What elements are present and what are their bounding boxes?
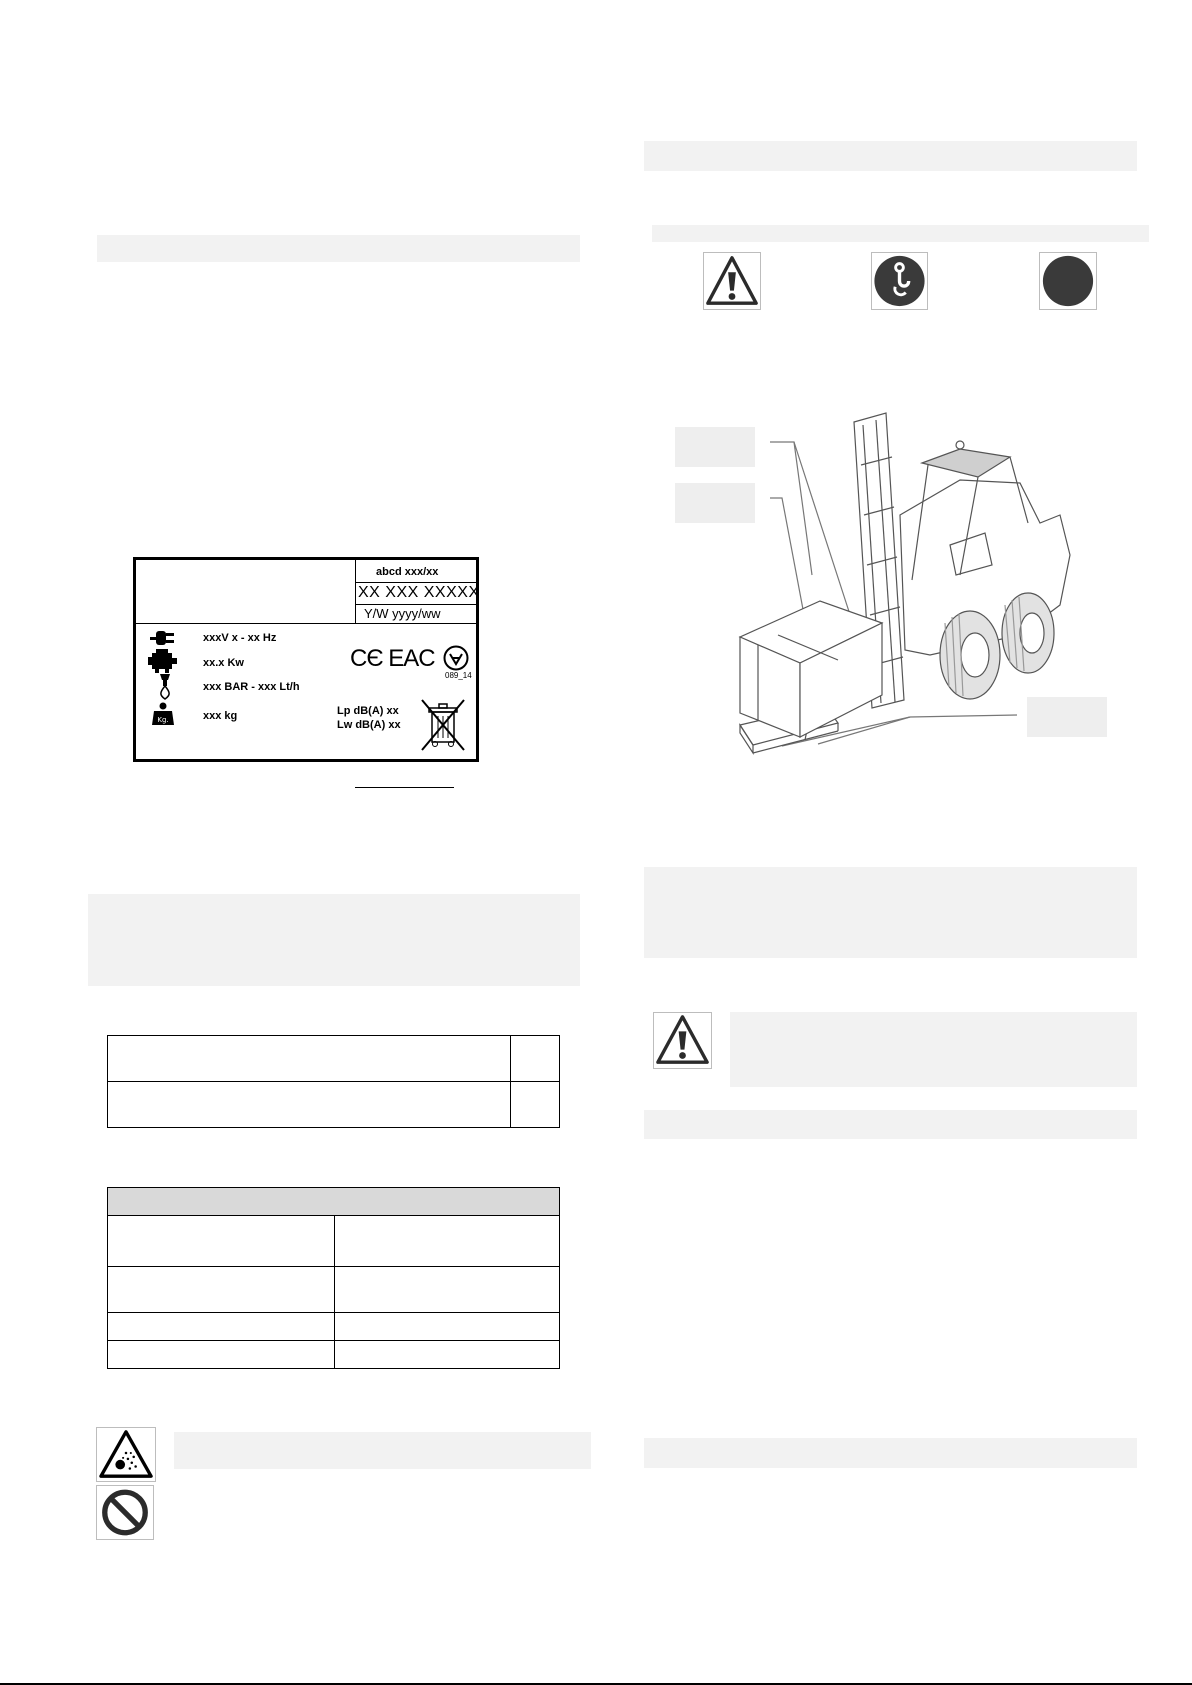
callout-label-box-2 [675, 483, 755, 523]
plate-model: abcd xxx/xx [376, 566, 439, 578]
plate-pressure: xxx BAR - xxx Lt/h [203, 681, 300, 693]
section-heading-bar [644, 1438, 1137, 1468]
front-wheel [940, 611, 1000, 699]
warning-text-bar [174, 1432, 591, 1469]
table-two [107, 1187, 560, 1369]
plug-icon [150, 629, 176, 647]
plate-year-week: Y/W yyyy/ww [364, 606, 441, 621]
weight-icon [151, 702, 175, 726]
lifting-hook-icon [871, 252, 928, 310]
note-box [88, 894, 580, 986]
note-box [644, 867, 1137, 958]
section-heading-bar [644, 1110, 1137, 1139]
table-row [108, 1082, 560, 1128]
plate-caption-underline [355, 787, 454, 788]
subsection-heading-bar [652, 225, 1149, 242]
warning-text-box [730, 1012, 1137, 1087]
warning-triangle-icon [703, 252, 761, 310]
rear-wheel [1002, 593, 1054, 673]
plate-power: xx.x Kw [203, 657, 244, 669]
motor-icon [148, 649, 178, 673]
table-row [108, 1313, 560, 1341]
table-row [108, 1341, 560, 1369]
callout-label-box-3 [1027, 697, 1107, 737]
svg-text:Kg.: Kg. [157, 716, 169, 724]
noise-lp: Lp dB(A) xx [337, 705, 399, 717]
table-row [108, 1267, 560, 1313]
plate-voltage: xxxV x - xx Hz [203, 632, 277, 644]
forklift-lifting-crate-illustration [660, 405, 1120, 785]
warning-triangle-icon [653, 1012, 712, 1069]
rating-plate [133, 557, 479, 762]
table-row [108, 1216, 560, 1267]
callout-label-box-1 [675, 427, 755, 467]
table-row [108, 1036, 560, 1082]
explosive-atmosphere-icon [96, 1427, 156, 1482]
ukrsepro-mark-icon [443, 645, 469, 671]
section-heading-bar [644, 141, 1137, 171]
cert-code: 089_14 [445, 671, 472, 680]
weee-bin-icon [418, 696, 468, 754]
prohibition-icon [96, 1485, 154, 1540]
plate-weight: xxx kg [203, 710, 238, 722]
section-heading-bar [97, 235, 580, 262]
circle-icon [1039, 252, 1097, 310]
certification-marks: CЄ EАC [350, 645, 435, 672]
table-one [107, 1035, 560, 1128]
plate-serial: XX XXX XXXXX [358, 584, 480, 601]
table-header-row [108, 1188, 560, 1216]
noise-lw: Lw dB(A) xx [337, 719, 401, 731]
pump-icon [154, 674, 176, 700]
